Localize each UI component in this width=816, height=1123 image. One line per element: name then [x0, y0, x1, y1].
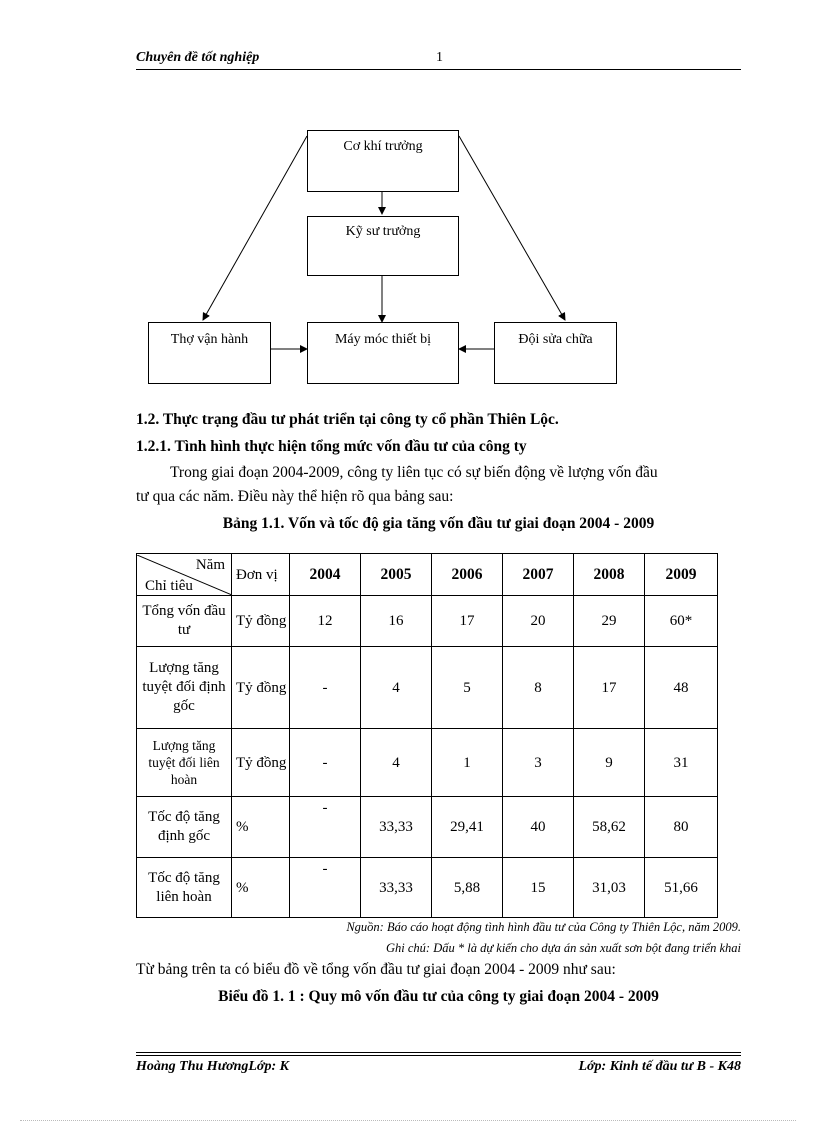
table-title: Bảng 1.1. Vốn và tốc độ gia tăng vốn đầu tư giai đoạn 2004 - 2009 — [222, 515, 655, 532]
table-cell: 33,33 — [361, 858, 432, 918]
table-header-row — [137, 554, 718, 596]
subsection-heading: 1.2.1. Tình hình thực hiện tổng mức vốn đầu tư của công ty — [136, 438, 527, 455]
org-box-chief-engineer-label: Kỹ sư trưởng — [345, 224, 421, 239]
table-cell: - — [290, 729, 361, 797]
table-cell: 60* — [645, 596, 718, 647]
row-label: Lượng tăng tuyệt đối liên hoàn — [137, 729, 232, 797]
table-cell: 4 — [361, 729, 432, 797]
row-unit: Tỷ đồng — [232, 647, 290, 729]
year-header: 2009 — [645, 554, 718, 596]
org-box-repair-label: Đội sửa chữa — [518, 332, 593, 347]
table-cell: - — [290, 797, 361, 858]
row-label: Lượng tăng tuyệt đối định gốc — [137, 647, 232, 729]
table-cell: 5 — [432, 647, 503, 729]
remark-note: Ghi chú: Dấu * là dự kiến cho dựa án sản xuất sơn bột đang triển khai — [386, 941, 741, 955]
chart-title: Biểu đồ 1. 1 : Quy mô vốn đầu tư của công ty giai đoạn 2004 - 2009 — [218, 988, 659, 1005]
table-cell: 15 — [503, 858, 574, 918]
table-cell: 12 — [290, 596, 361, 647]
table-cell: 8 — [503, 647, 574, 729]
paragraph-line-1: Trong giai đoạn 2004-2009, công ty liên tục có sự biến động về lượng vốn đầu — [170, 464, 658, 481]
table-row — [137, 858, 718, 918]
row-unit: % — [232, 797, 290, 858]
table-cell: 9 — [574, 729, 645, 797]
header-title: Chuyên đề tốt nghiệp — [136, 50, 260, 65]
year-header: 2007 — [503, 554, 574, 596]
row-label: Tốc độ tăng định gốc — [137, 797, 232, 858]
footer-class: Lớp: Kinh tế đầu tư B - K48 — [578, 1059, 741, 1074]
table-cell: 4 — [361, 647, 432, 729]
arrow-top-to-repair — [459, 136, 565, 320]
source-note: Nguồn: Báo cáo hoạt động tình hình đầu tư của Công ty Thiên Lộc, năm 2009. — [346, 920, 741, 934]
investment-table — [136, 553, 718, 918]
row-unit: % — [232, 858, 290, 918]
table-cell: 31 — [645, 729, 718, 797]
corner-year-label: Năm — [195, 556, 225, 573]
table-cell: - — [290, 858, 361, 918]
org-box-operator-label: Thợ vận hành — [170, 332, 249, 347]
table-cell: 58,62 — [574, 797, 645, 858]
org-box-operator — [148, 322, 271, 384]
table-corner-cell — [137, 554, 232, 596]
table-cell: 48 — [645, 647, 718, 729]
year-header: 2008 — [574, 554, 645, 596]
org-box-repair — [494, 322, 617, 384]
table-cell: 40 — [503, 797, 574, 858]
year-header: 2004 — [290, 554, 361, 596]
org-box-top — [307, 130, 459, 192]
row-label: Tổng vốn đầu tư — [137, 596, 232, 647]
org-box-chief-engineer — [307, 216, 459, 276]
arrow-top-to-operator — [203, 136, 307, 320]
year-header: 2006 — [432, 554, 503, 596]
table-cell: 16 — [361, 596, 432, 647]
table-cell: - — [290, 647, 361, 729]
section-heading: 1.2. Thực trạng đầu tư phát triển tại công ty cổ phần Thiên Lộc. — [136, 411, 559, 428]
row-unit: Tỷ đồng — [232, 596, 290, 647]
table-cell: 1 — [432, 729, 503, 797]
table-cell: 51,66 — [645, 858, 718, 918]
table-cell: 80 — [645, 797, 718, 858]
org-box-top-label: Cơ khí trưởng — [343, 139, 423, 154]
table-cell: 3 — [503, 729, 574, 797]
page-number: 1 — [436, 50, 443, 65]
table-cell: 29,41 — [432, 797, 503, 858]
page-edge — [20, 1120, 796, 1121]
unit-header: Đơn vị — [232, 554, 290, 596]
row-unit: Tỷ đồng — [232, 729, 290, 797]
table-cell: 20 — [503, 596, 574, 647]
org-box-machinery-label: Máy móc thiết bị — [334, 332, 432, 347]
table-cell: 31,03 — [574, 858, 645, 918]
table-cell: 17 — [574, 647, 645, 729]
table-row — [137, 729, 718, 797]
org-box-machinery — [307, 322, 459, 384]
table-row — [137, 647, 718, 729]
table-cell: 5,88 — [432, 858, 503, 918]
table-cell: 29 — [574, 596, 645, 647]
footer-rule — [136, 1052, 741, 1056]
table-cell: 33,33 — [361, 797, 432, 858]
table-cell: 17 — [432, 596, 503, 647]
footer-author: Hoàng Thu HươngLớp: K — [136, 1059, 289, 1074]
table-row — [137, 797, 718, 858]
corner-indicator-label: Chỉ tiêu — [145, 577, 193, 594]
year-header: 2005 — [361, 554, 432, 596]
row-label: Tốc độ tăng liên hoàn — [137, 858, 232, 918]
closing-sentence: Từ bảng trên ta có biểu đồ về tổng vốn đầu tư giai đoạn 2004 - 2009 như sau: — [136, 961, 616, 978]
paragraph-line-2: tư qua các năm. Điều này thể hiện rõ qua bảng sau: — [136, 488, 454, 505]
table-row — [137, 596, 718, 647]
